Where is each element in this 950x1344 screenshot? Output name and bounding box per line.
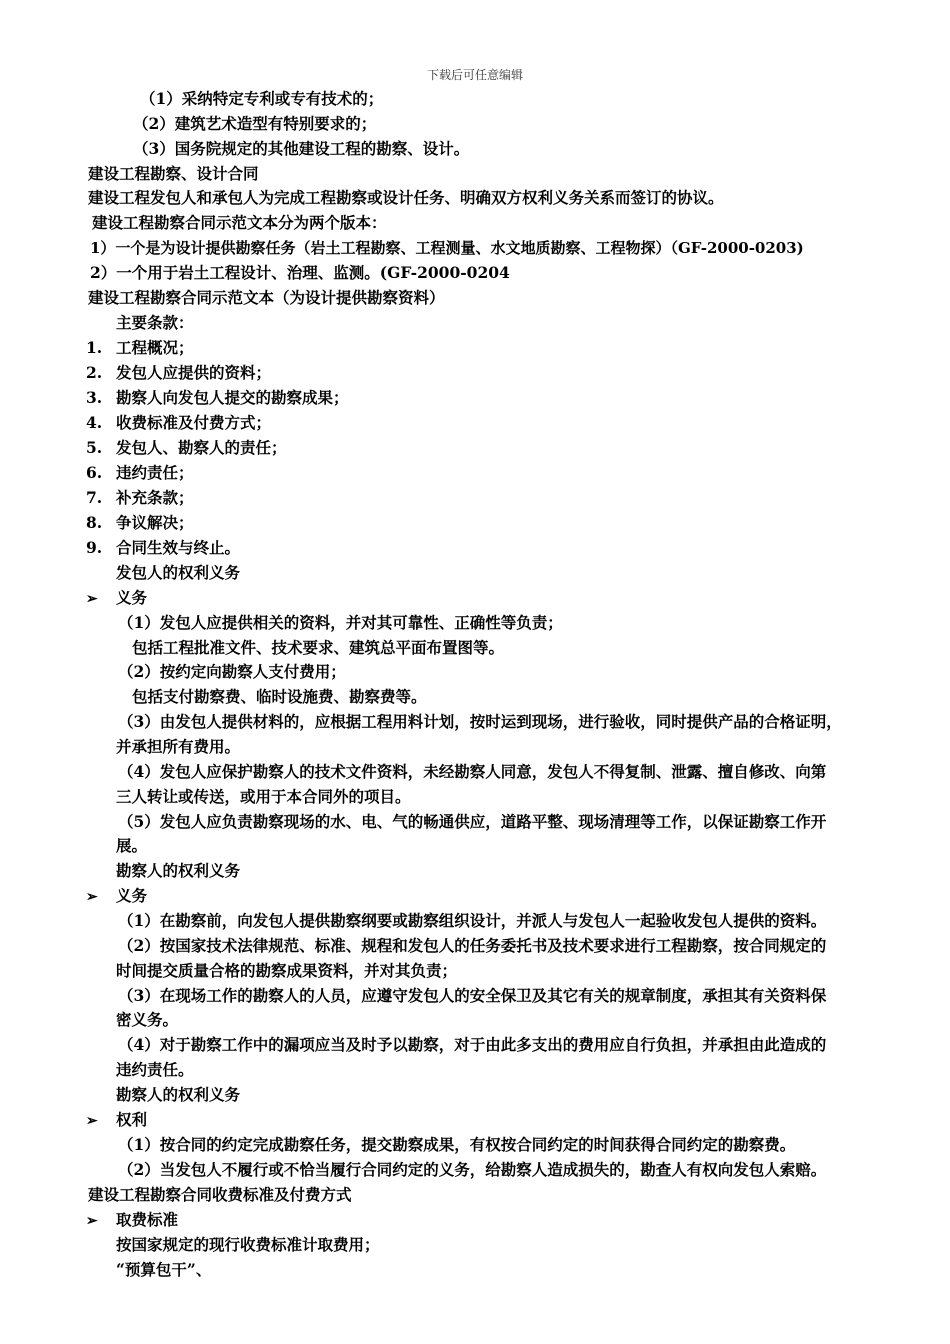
bullet-text: 义务 <box>116 588 148 607</box>
numbered-item <box>86 363 271 383</box>
subheading: 勘察人的权利义务 <box>116 861 241 880</box>
subheading: 发包人的权利义务 <box>116 563 241 582</box>
item-text: 发包人、勘察人的责任； <box>116 438 287 457</box>
item-text: 勘察人向发包人提交的勘察成果； <box>116 388 349 407</box>
clause-line: 并承担所有费用。 <box>116 737 241 756</box>
item-text: 工程概况； <box>116 338 194 357</box>
clause-line: （1）按合同的约定完成勘察任务，提交勘察成果，有权按合同约定的时间获得合同约定的勘察费。 <box>118 1135 796 1154</box>
paragraph-line: “预算包干”、 <box>116 1260 212 1279</box>
item-number: 6. <box>86 463 103 482</box>
clause-line: （3）由发包人提供材料的，应根据工程用料计划，按时运到现场，进行验收，同时提供产品的合格证明， <box>118 712 842 731</box>
paragraph-line: 建设工程勘察合同示范文本分为两个版本： <box>92 213 387 232</box>
bullet-text: 义务 <box>116 886 148 905</box>
item-text: 发包人应提供的资料； <box>116 363 272 382</box>
arrow-bullet-icon: ➢ <box>86 1213 98 1229</box>
numbered-item <box>86 463 194 483</box>
numbered-item <box>86 538 240 558</box>
numbered-item <box>86 338 194 358</box>
item-text: 违约责任； <box>116 463 194 482</box>
clause-line: （3）在现场工作的勘察人的人员，应遵守发包人的安全保卫及其它有关的规章制度，承担其有关资料保 <box>118 986 827 1005</box>
clause-line: （4）发包人应保护勘察人的技术文件资料，未经勘察人同意，发包人不得复制、泄露、擅自修改、向第 <box>118 762 827 781</box>
item-number: 1. <box>86 338 103 357</box>
clause-line: （3）国务院规定的其他建设工程的勘察、设计。 <box>133 139 470 158</box>
paragraph-line: 按国家规定的现行收费标准计取费用； <box>116 1235 380 1254</box>
clause-line: （2）当发包人不履行或不恰当履行合同约定的义务，给勘察人造成损失的，勘查人有权向发包人索赔。 <box>118 1160 827 1179</box>
subheading: 勘察人的权利义务 <box>116 1085 241 1104</box>
numbered-item <box>86 388 349 408</box>
item-text: 收费标准及付费方式； <box>116 413 272 432</box>
paragraph-line: 2）一个用于岩土工程设计、治理、监测。(GF-2000-0204 <box>90 263 510 282</box>
item-number: 8. <box>86 513 103 532</box>
section-heading: 建设工程勘察合同示范文本（为设计提供勘察资料） <box>88 288 445 307</box>
item-number: 4. <box>86 413 103 432</box>
clause-line: （2）按国家技术法律规范、标准、规程和发包人的任务委托书及技术要求进行工程勘察，按合同规定的 <box>118 936 827 955</box>
clause-line: （2）按约定向勘察人支付费用； <box>118 662 346 681</box>
clause-line: 包括支付勘察费、临时设施费、勘察费等。 <box>132 687 427 706</box>
item-text: 争议解决； <box>116 513 194 532</box>
clause-line: 密义务。 <box>116 1010 179 1029</box>
numbered-item <box>86 488 194 508</box>
clause-line: （5）发包人应负责勘察现场的水、电、气的畅通供应，道路平整、现场清理等工作，以保证勘察工作开 <box>118 812 827 831</box>
bullet-item <box>86 588 147 609</box>
clause-line: 展。 <box>116 836 148 855</box>
subheading: 主要条款： <box>116 313 194 332</box>
bullet-item <box>86 1110 147 1131</box>
section-heading: 建设工程勘察、设计合同 <box>88 164 259 183</box>
clause-line: 时间提交质量合格的勘察成果资料，并对其负责； <box>116 961 458 980</box>
arrow-bullet-icon: ➢ <box>86 889 98 905</box>
item-number: 9. <box>86 538 103 557</box>
item-number: 3. <box>86 388 103 407</box>
item-number: 5. <box>86 438 103 457</box>
item-text: 补充条款； <box>116 488 194 507</box>
section-heading: 建设工程勘察合同收费标准及付费方式 <box>88 1185 352 1204</box>
item-number: 7. <box>86 488 103 507</box>
paragraph-line: 1）一个是为设计提供勘察任务（岩土工程勘察、工程测量、水文地质勘察、工程物探）（GF-2000-0203) <box>90 239 804 257</box>
clause-line: 包括工程批准文件、技术要求、建筑总平面布置图等。 <box>132 638 505 657</box>
clause-line: 三人转让或传送，或用于本合同外的项目。 <box>116 787 411 806</box>
clause-line: （2）建筑艺术造型有特别要求的； <box>133 114 377 133</box>
numbered-item <box>86 513 194 533</box>
arrow-bullet-icon: ➢ <box>86 591 98 607</box>
numbered-item <box>86 413 271 433</box>
clause-line: 违约责任。 <box>116 1060 194 1079</box>
page-header: 下载后可任意编辑 <box>426 68 523 82</box>
clause-line: （1）发包人应提供相关的资料，并对其可靠性、正确性等负责； <box>118 613 563 632</box>
paragraph-line: 建设工程发包人和承包人为完成工程勘察或设计任务、明确双方权利义务关系而签订的协议。 <box>88 188 724 207</box>
bullet-text: 权利 <box>116 1110 148 1129</box>
numbered-item <box>86 438 287 458</box>
clause-line: （4）对于勘察工作中的漏项应当及时予以勘察，对于由此多支出的费用应自行负担，并承担由此造成的 <box>118 1035 827 1054</box>
clause-line: （1）在勘察前，向发包人提供勘察纲要或勘察组织设计，并派人与发包人一起验收发包人提供的资料。 <box>118 911 827 930</box>
arrow-bullet-icon: ➢ <box>86 1113 98 1129</box>
bullet-text: 取费标准 <box>116 1210 179 1229</box>
bullet-item <box>86 886 147 907</box>
item-number: 2. <box>86 363 103 382</box>
bullet-item <box>86 1210 178 1231</box>
clause-line: （1）采纳特定专利或专有技术的； <box>140 89 384 108</box>
item-text: 合同生效与终止。 <box>116 538 241 557</box>
